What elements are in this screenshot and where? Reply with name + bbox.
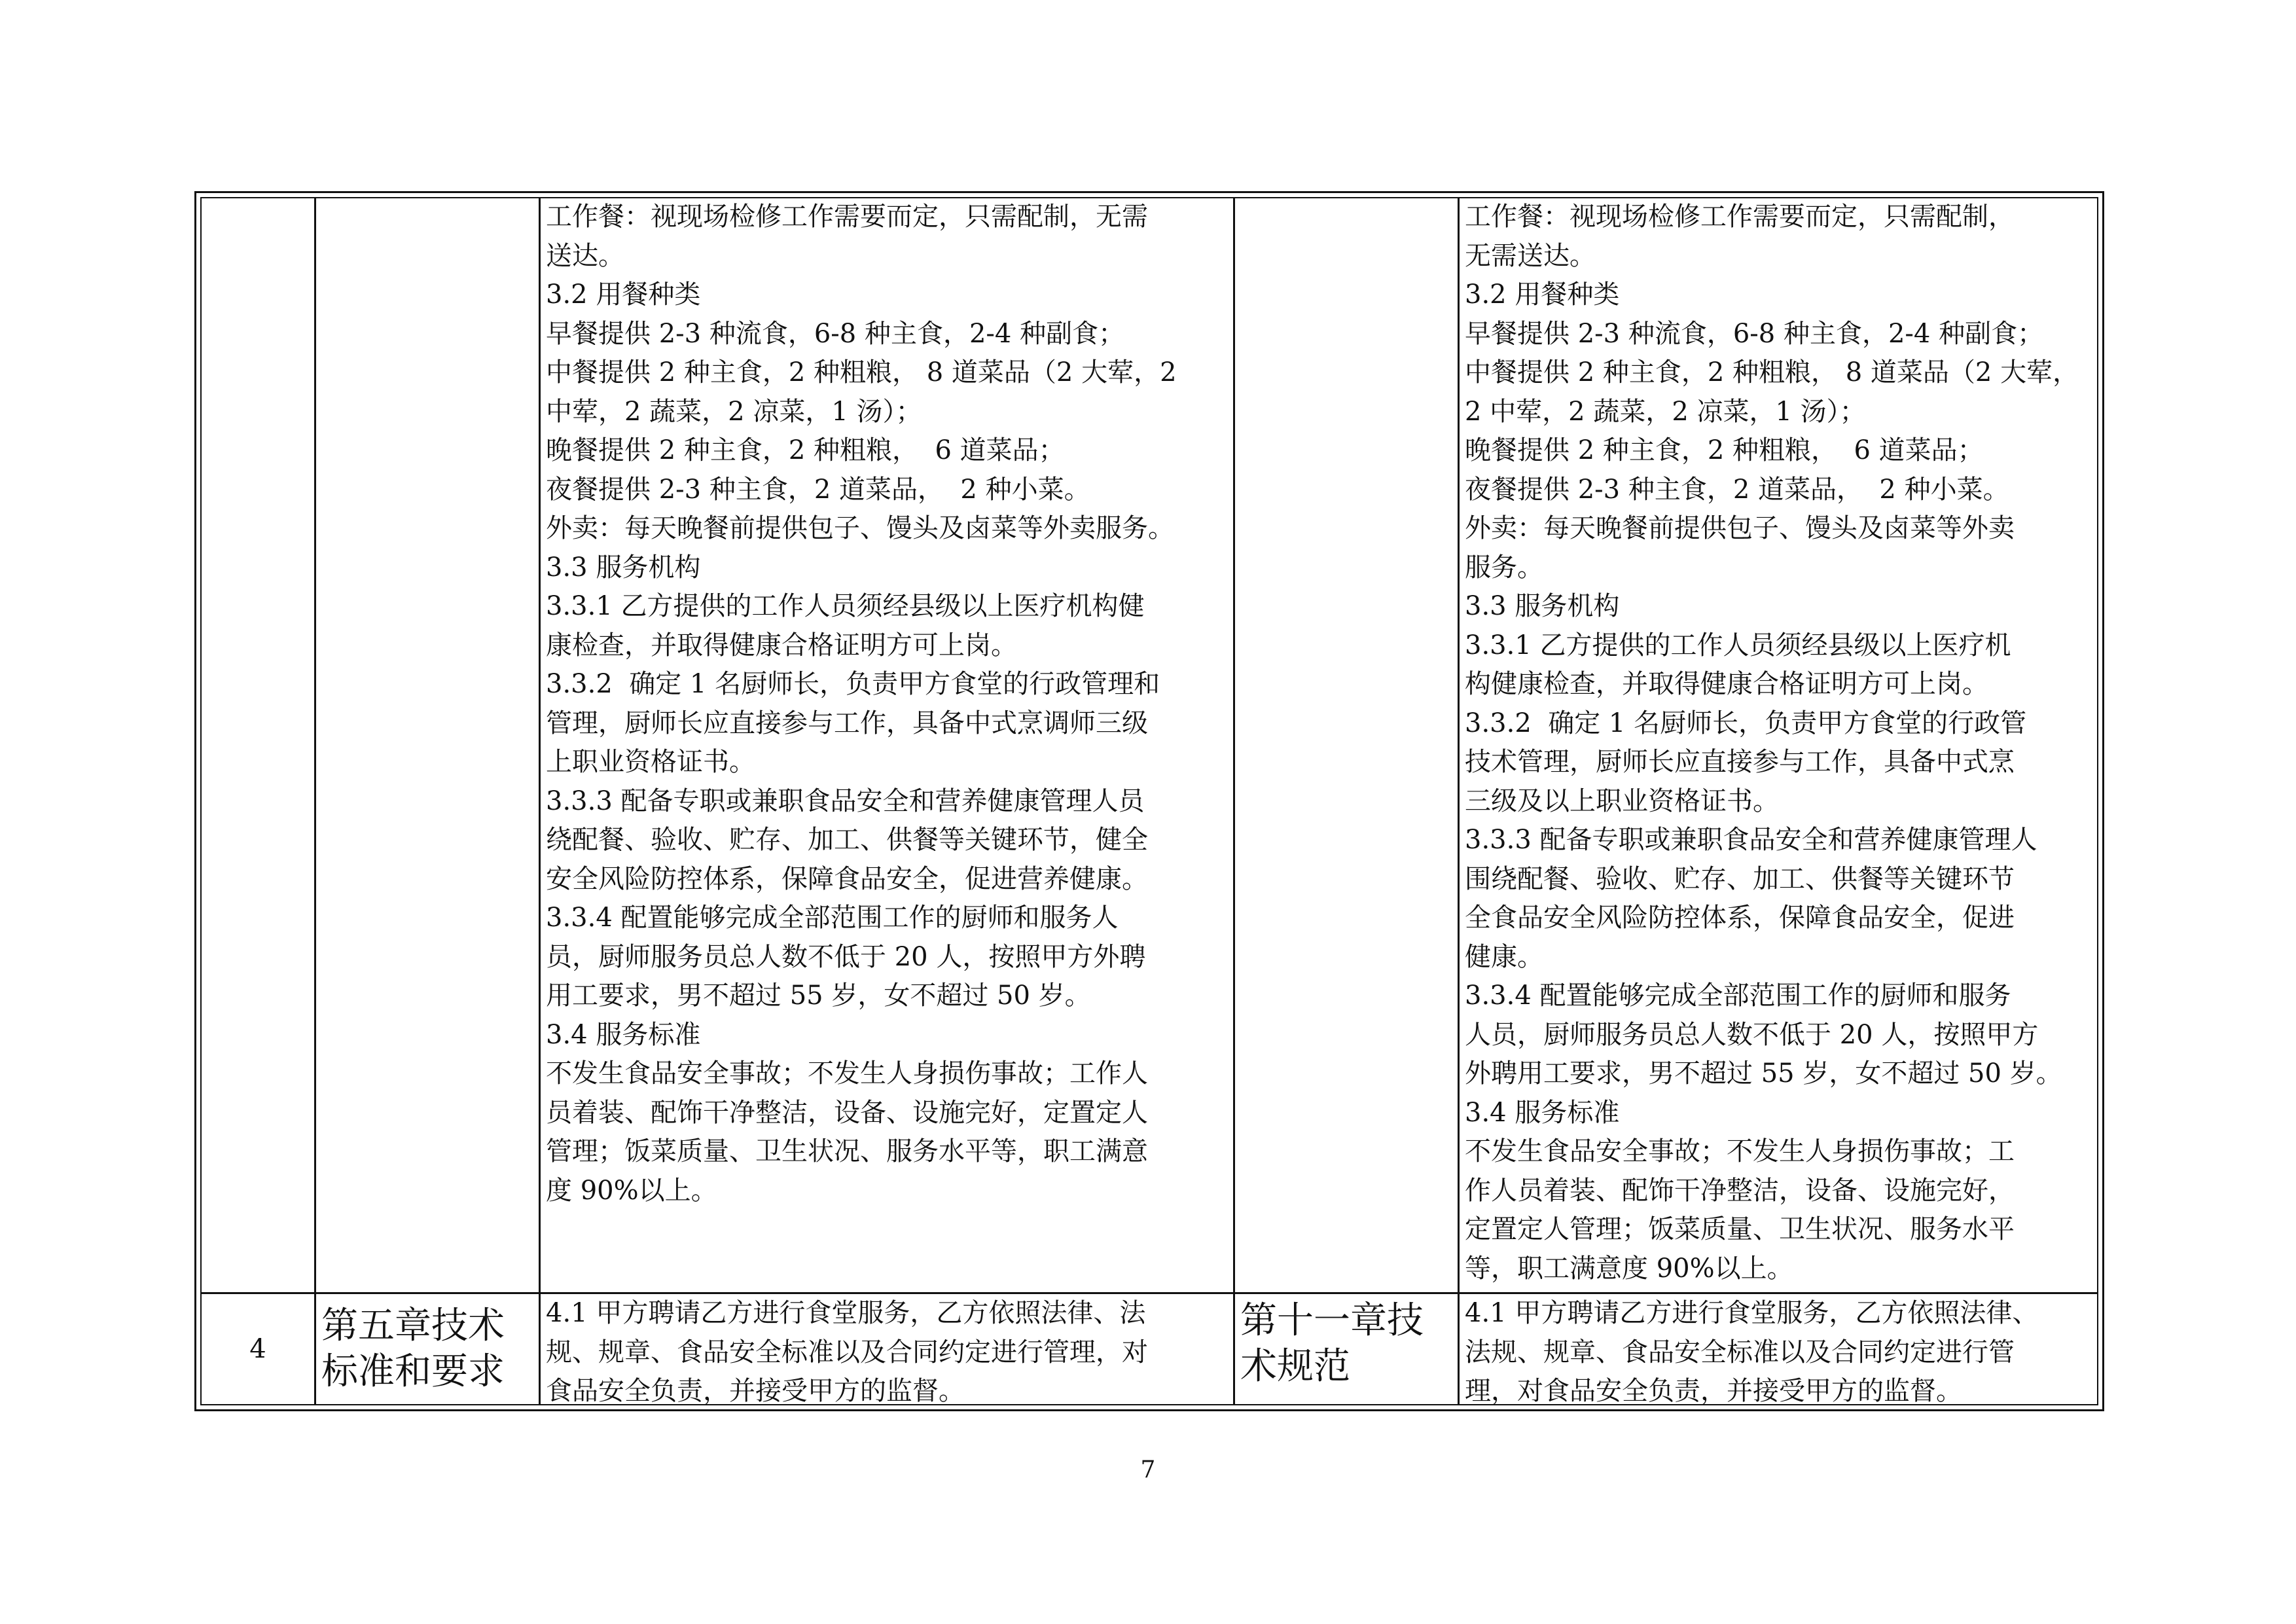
row-number: 4 bbox=[249, 1334, 266, 1364]
text-line: 中餐提供 2 种主食，2 种粗粮， 8 道菜品（2 大荤，2 bbox=[546, 357, 1177, 388]
chapter-line: 术规范 bbox=[1240, 1345, 1350, 1388]
text-line: 3.3.4 配置能够完成全部范围工作的厨师和服务人 bbox=[546, 903, 1119, 933]
text-line: 早餐提供 2-3 种流食，6-8 种主食，2-4 种副食； bbox=[546, 318, 1125, 349]
text-line: 3.3.2 确定 1 名厨师长，负责甲方食堂的行政管理和 bbox=[546, 669, 1160, 699]
text-line: 3.4 服务标准 bbox=[546, 1019, 701, 1050]
text-line: 3.3 服务机构 bbox=[546, 552, 701, 583]
text-line: 上职业资格证书。 bbox=[546, 747, 755, 777]
text-line: 3.3.3 配备专职或兼职食品安全和营养健康管理人 bbox=[1465, 825, 2037, 855]
text-line: 服务。 bbox=[1465, 552, 1543, 583]
text-line: 夜餐提供 2-3 种主食，2 道菜品， 2 种小菜。 bbox=[1465, 474, 2009, 505]
text-line: 不发生食品安全事故；不发生人身损伤事故；工作人 bbox=[546, 1058, 1148, 1089]
text-line: 三级及以上职业资格证书。 bbox=[1465, 785, 1779, 816]
page-number: 7 bbox=[1140, 1456, 1156, 1483]
text-line: 员着装、配饰干净整洁，设备、设施完好，定置定人 bbox=[546, 1097, 1148, 1128]
text-line: 工作餐：视现场检修工作需要而定，只需配制， bbox=[1465, 202, 2015, 232]
text-line: 食品安全负责，并接受甲方的监督。 bbox=[546, 1376, 965, 1406]
comparison-table bbox=[194, 191, 2104, 1411]
original-chapter-title bbox=[316, 1294, 539, 1408]
text-line: 定置定人管理；饭菜质量、卫生状况、服务水平 bbox=[1465, 1214, 2015, 1244]
revised-chapter-title bbox=[1235, 1294, 1458, 1408]
text-line: 3.3.3 配备专职或兼职食品安全和营养健康管理人员 bbox=[546, 785, 1145, 816]
text-line: 康检查，并取得健康合格证明方可上岗。 bbox=[546, 630, 1017, 660]
text-line: 健康。 bbox=[1465, 941, 1543, 972]
text-line: 度 90%以上。 bbox=[546, 1175, 717, 1206]
text-line: 中荤，2 蔬菜，2 凉菜，1 汤）； bbox=[546, 396, 922, 427]
text-line: 管理；饭菜质量、卫生状况、服务水平等，职工满意 bbox=[546, 1136, 1148, 1166]
text-line: 安全风险防控体系，保障食品安全，促进营养健康。 bbox=[546, 863, 1148, 894]
chapter-line: 标准和要求 bbox=[321, 1350, 505, 1393]
text-line: 4.1 甲方聘请乙方进行食堂服务，乙方依照法律、法 bbox=[546, 1298, 1146, 1328]
text-line: 工作餐：视现场检修工作需要而定，只需配制，无需 bbox=[546, 202, 1148, 232]
column-divider-1 bbox=[314, 198, 316, 1404]
continuation-original-text bbox=[541, 198, 1233, 1292]
text-line: 3.3.1 乙方提供的工作人员须经县级以上医疗机构健 bbox=[546, 591, 1145, 621]
text-line: 等，职工满意度 90%以上。 bbox=[1465, 1253, 1793, 1284]
text-line: 人员，厨师服务员总人数不低于 20 人，按照甲方 bbox=[1465, 1019, 2039, 1050]
text-line: 用工要求，男不超过 55 岁，女不超过 50 岁。 bbox=[546, 981, 1091, 1011]
text-line: 全食品安全风险防控体系，保障食品安全，促进 bbox=[1465, 903, 2015, 933]
text-line: 外卖：每天晚餐前提供包子、馒头及卤菜等外卖服务。 bbox=[546, 513, 1174, 543]
text-line: 3.2 用餐种类 bbox=[546, 280, 701, 310]
text-line: 围绕配餐、验收、贮存、加工、供餐等关键环节 bbox=[1465, 863, 2015, 894]
chapter-line: 第十一章技 bbox=[1240, 1299, 1424, 1342]
text-line: 夜餐提供 2-3 种主食，2 道菜品， 2 种小菜。 bbox=[546, 474, 1090, 505]
text-line: 晚餐提供 2 种主食，2 种粗粮， 6 道菜品； bbox=[546, 435, 1065, 465]
continuation-revised-text bbox=[1460, 198, 2102, 1292]
text-line: 3.3 服务机构 bbox=[1465, 591, 1620, 621]
text-line: 法规、规章、食品安全标准以及合同约定进行管 bbox=[1465, 1337, 2015, 1367]
text-line: 构健康检查，并取得健康合格证明方可上岗。 bbox=[1465, 669, 1988, 699]
text-line: 不发生食品安全事故；不发生人身损伤事故；工 bbox=[1465, 1136, 2015, 1166]
text-line: 3.4 服务标准 bbox=[1465, 1097, 1620, 1128]
text-line: 中餐提供 2 种主食，2 种粗粮， 8 道菜品（2 大荤， bbox=[1465, 357, 2079, 388]
text-line: 早餐提供 2-3 种流食，6-8 种主食，2-4 种副食； bbox=[1465, 318, 2044, 349]
text-line: 规、规章、食品安全标准以及合同约定进行管理，对 bbox=[546, 1337, 1148, 1367]
column-divider-3 bbox=[1233, 198, 1235, 1404]
row-4-original-text bbox=[541, 1294, 1233, 1408]
text-line: 外卖：每天晚餐前提供包子、馒头及卤菜等外卖 bbox=[1465, 513, 2015, 543]
text-line: 晚餐提供 2 种主食，2 种粗粮， 6 道菜品； bbox=[1465, 435, 1984, 465]
text-line: 3.3.1 乙方提供的工作人员须经县级以上医疗机 bbox=[1465, 630, 2011, 660]
text-line: 员，厨师服务员总人数不低于 20 人，按照甲方外聘 bbox=[546, 941, 1146, 972]
text-line: 送达。 bbox=[546, 240, 624, 271]
text-line: 3.3.4 配置能够完成全部范围工作的厨师和服务 bbox=[1465, 981, 2011, 1011]
row-4-revised-text bbox=[1460, 1294, 2102, 1408]
text-line: 管理，厨师长应直接参与工作，具备中式烹调师三级 bbox=[546, 708, 1148, 738]
text-line: 绕配餐、验收、贮存、加工、供餐等关键环节，健全 bbox=[546, 825, 1148, 855]
text-line: 4.1 甲方聘请乙方进行食堂服务，乙方依照法律、 bbox=[1465, 1298, 2039, 1328]
text-line: 技术管理，厨师长应直接参与工作，具备中式烹 bbox=[1465, 747, 2015, 777]
text-line: 3.2 用餐种类 bbox=[1465, 280, 1620, 310]
text-line: 作人员着装、配饰干净整洁，设备、设施完好， bbox=[1465, 1175, 2015, 1206]
chapter-line: 第五章技术 bbox=[321, 1305, 505, 1347]
text-line: 理，对食品安全负责，并接受甲方的监督。 bbox=[1465, 1376, 1962, 1406]
text-line: 无需送达。 bbox=[1465, 240, 1596, 271]
comparison-table-inner bbox=[200, 197, 2098, 1405]
text-line: 2 中荤，2 蔬菜，2 凉菜，1 汤）； bbox=[1465, 396, 1866, 427]
text-line: 外聘用工要求，男不超过 55 岁，女不超过 50 岁。 bbox=[1465, 1058, 2062, 1089]
text-line: 3.3.2 确定 1 名厨师长，负责甲方食堂的行政管 bbox=[1465, 708, 2027, 738]
